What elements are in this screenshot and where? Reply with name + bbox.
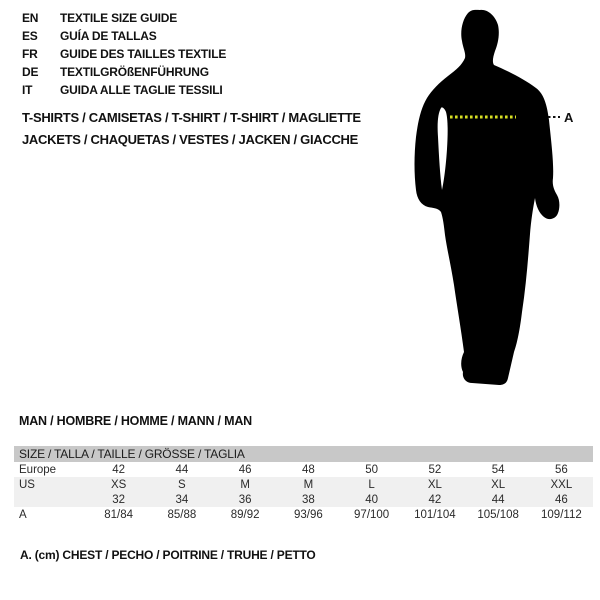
table-cell: 97/100: [354, 508, 390, 521]
table-cell: 32: [112, 493, 126, 506]
language-title: GUÍA DE TALLAS: [60, 29, 157, 43]
language-code: EN: [22, 11, 39, 25]
language-row-en: [22, 9, 226, 27]
language-title: GUIDA ALLE TAGLIE TESSILI: [60, 83, 223, 97]
language-row-it: [22, 81, 226, 99]
table-cell: 56: [554, 463, 568, 476]
man-silhouette-shape: [415, 10, 560, 385]
man-figure: [408, 7, 578, 392]
man-silhouette-image: [408, 7, 578, 392]
table-cell: 42: [428, 493, 442, 506]
table-row-us: [14, 477, 593, 492]
language-code: DE: [22, 65, 39, 79]
table-cell: 52: [428, 463, 442, 476]
table-cell: 54: [491, 463, 505, 476]
measure-label-a: A: [564, 110, 574, 125]
table-cell: 44: [491, 493, 505, 506]
language-row-fr: [22, 45, 226, 63]
table-cell: XXL: [550, 478, 573, 491]
table-cell: 85/88: [167, 508, 197, 521]
size-grid: [14, 462, 593, 522]
garment-categories: [22, 107, 361, 151]
table-cell: M: [303, 478, 314, 491]
category-line-jackets: JACKETS / CHAQUETAS / VESTES / JACKEN / GIACCHE: [22, 132, 358, 147]
language-title: GUIDE DES TAILLES TEXTILE: [60, 47, 227, 61]
table-cell: 81/84: [104, 508, 134, 521]
table-cell: 38: [301, 493, 315, 506]
row-label: US: [19, 478, 35, 491]
table-row-europe: [14, 462, 593, 477]
table-row-a-chest: [14, 507, 593, 522]
language-row-de: [22, 63, 226, 81]
table-cell: 44: [175, 463, 189, 476]
category-line-tshirts: T-SHIRTS / CAMISETAS / T-SHIRT / T-SHIRT / MAGLIETTE: [22, 110, 361, 125]
table-cell: 50: [365, 463, 379, 476]
row-label: [14, 492, 87, 507]
row-label: Europe: [19, 463, 57, 476]
language-row-es: [22, 27, 226, 45]
measurement-footnote: A. (cm) CHEST / PECHO / POITRINE / TRUHE / PETTO: [20, 548, 316, 562]
table-cell: 93/96: [293, 508, 323, 521]
table-row-numeric: [14, 492, 593, 507]
table-cell: 89/92: [230, 508, 260, 521]
table-cell: 34: [175, 493, 189, 506]
language-code: IT: [22, 83, 33, 97]
language-code: FR: [22, 47, 38, 61]
language-code: ES: [22, 29, 38, 43]
language-title: TEXTILE SIZE GUIDE: [60, 11, 178, 25]
table-cell: L: [368, 478, 375, 491]
section-title-man: MAN / HOMBRE / HOMME / MANN / MAN: [19, 414, 252, 428]
table-cell: 101/104: [414, 508, 456, 521]
table-cell: M: [240, 478, 250, 491]
table-cell: XS: [110, 478, 127, 491]
table-cell: 46: [554, 493, 568, 506]
table-cell: 42: [112, 463, 126, 476]
table-cell: S: [178, 478, 186, 491]
table-cell: 105/108: [477, 508, 519, 521]
size-table: [14, 446, 593, 522]
table-cell: 46: [238, 463, 252, 476]
table-cell: 109/112: [541, 508, 582, 521]
language-list: [22, 9, 226, 99]
row-label: A: [19, 508, 27, 521]
table-cell: XL: [427, 478, 442, 491]
table-cell: 36: [238, 493, 252, 506]
language-title: TEXTILGRÖßENFÜHRUNG: [60, 65, 209, 79]
table-cell: 48: [301, 463, 315, 476]
table-cell: XL: [491, 478, 506, 491]
size-table-header: SIZE / TALLA / TAILLE / GRÖSSE / TAGLIA: [14, 446, 593, 462]
table-cell: 40: [365, 493, 379, 506]
